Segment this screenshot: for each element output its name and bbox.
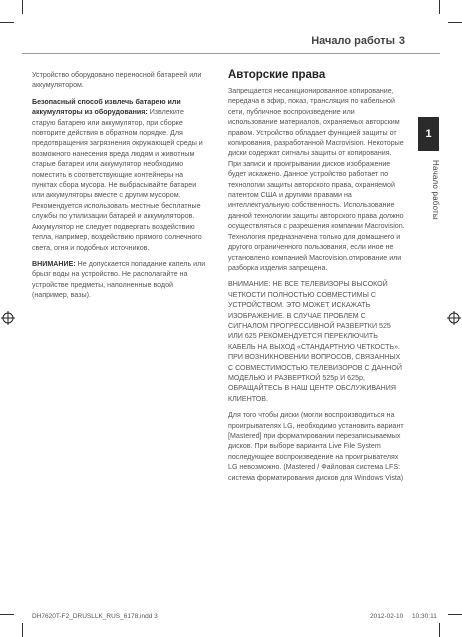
right-column [228,68,406,489]
footer-date: 2012-02-10 [370,613,404,620]
page-header-title: Начало работы [311,35,395,47]
battery-paragraph: Устройство оборудовано переносной батареей или аккумулятором. [32,71,202,90]
battery-removal-text: Извлеките старую батарею или аккумулятор, при сборке повторите действия в обратном порядке. Для предотвращения загрязнения окружающей среды и возможного нанесения вреда людям и животным старые батареи или аккумулятор необходимо поместить в соответствующие контейнеры на пунктах сбора мусора. Не выбрасывайте батареи или аккумуляторы вместе с другим мусором. Рекомендуется использовать местные бесплатные службы по утилизации батарей и аккумуляторов. Аккумулятор не следует подвергать воздействию тепла, например, воздействию прямого солнечного света, огня и подобных источников. [32,108,203,252]
warning-lead: ВНИМАНИЕ: [32,259,76,268]
warning-paragraph [32,259,208,301]
disc-format-paragraph: Для того чтобы диски (могли воспроизводиться на проигрывателях LG, необходимо установить вариант [Mastered] при форматировании перезаписываемых дисков. При выборе варианта Live File System последующее воспроизведение на проигрывателях LG невозможно. (Mastered / Файловая система LFS: система форматирования дисков для Windows Vista) [228,411,404,482]
chapter-side-label: Начало работы [431,160,440,220]
page-number: 3 [398,35,405,47]
crop-mark [22,0,23,14]
registration-mark-icon [1,311,15,325]
chapter-tab: 1 [418,117,439,151]
battery-removal-lead: Безопасный способ извлечь батарею или аккумуляторы из оборудования: [32,97,181,117]
registration-mark-icon [447,311,461,325]
hdtv-warning-paragraph: ВНИМАНИЕ: НЕ ВСЕ ТЕЛЕВИЗОРЫ ВЫСОКОЙ ЧЕТКОСТИ ПОЛНОСТЬЮ СОВМЕСТИМЫ С УСТРОЙСТВОМ. ЭТО МОЖЕТ ИСКАЖАТЬ ИЗОБРАЖЕНИЕ. В СЛУЧАЕ ПРОБЛЕМ С СИГНАЛОМ ПРОГРЕССИВНОЙ РАЗВЕРТКИ 525 ИЛИ 625 РЕКОМЕНДУЕТСЯ ПЕРЕКЛЮЧИТЬ КАБЕЛЬ НА ВЫХОД «СТАНДАРТНУЮ ЧЕТКОСТЬ». ПРИ ВОЗНИКНОВЕНИИ ВОПРОСОВ, СВЯЗАННЫХ С СОВМЕСТИМОСТЬЮ ТЕЛЕВИЗОРОВ С ДАННОЙ МОДЕЛЬЮ И РАЗВЕРТКОЙ 525p И 625p, ОБРАЩАЙТЕСЬ В НАШ ЦЕНТР ОБСЛУЖИВАНИЯ КЛИЕНТОВ. [228,280,403,403]
section-title: Авторские права [228,69,326,81]
crop-mark [448,614,462,615]
footer-filename: DH7620T-F2_DRUSLLK_RUS_6178.indd 3 [32,613,158,620]
crop-mark [22,623,23,637]
crop-mark [0,614,14,615]
footer-time: 10:30:11 [412,613,437,620]
crop-mark [439,0,440,14]
crop-mark [448,22,462,23]
warning-text: Не допускается попадание капель или брызг воды на устройство. Не располагайте на устройстве предметы, наполненные водой (например, вазы). [32,259,206,300]
crop-mark [0,22,14,23]
left-column [32,70,208,307]
crop-mark [439,623,440,637]
battery-removal-paragraph [32,97,208,253]
copyright-paragraph: Запрещается несанкционированное копирование, передача в эфир, показ, трансляция по кабельной сети, публичное воспроизведение или использование материалов, охраняемых авторским правом. Устройство обладает функцией защиты от копирования, разработанной Macrovision. Некоторые диски содержат сигналы защиты от копирования. При записи и проигрывании дисков изображение будет искажено. Данное устройство работает по технологии защиты авторского права, охраняемой патентом США и другими правами на интеллектуальную собственность. Использование данной технологии защиты авторского права должно осуществляться с разрешения компании Macrovision. Технология предназначена только для домашнего и другого ограниченного пользования, если иное не установлено компанией Macrovision.отирование или разборка изделия запрещена. [228,87,405,272]
header-divider [22,53,440,54]
